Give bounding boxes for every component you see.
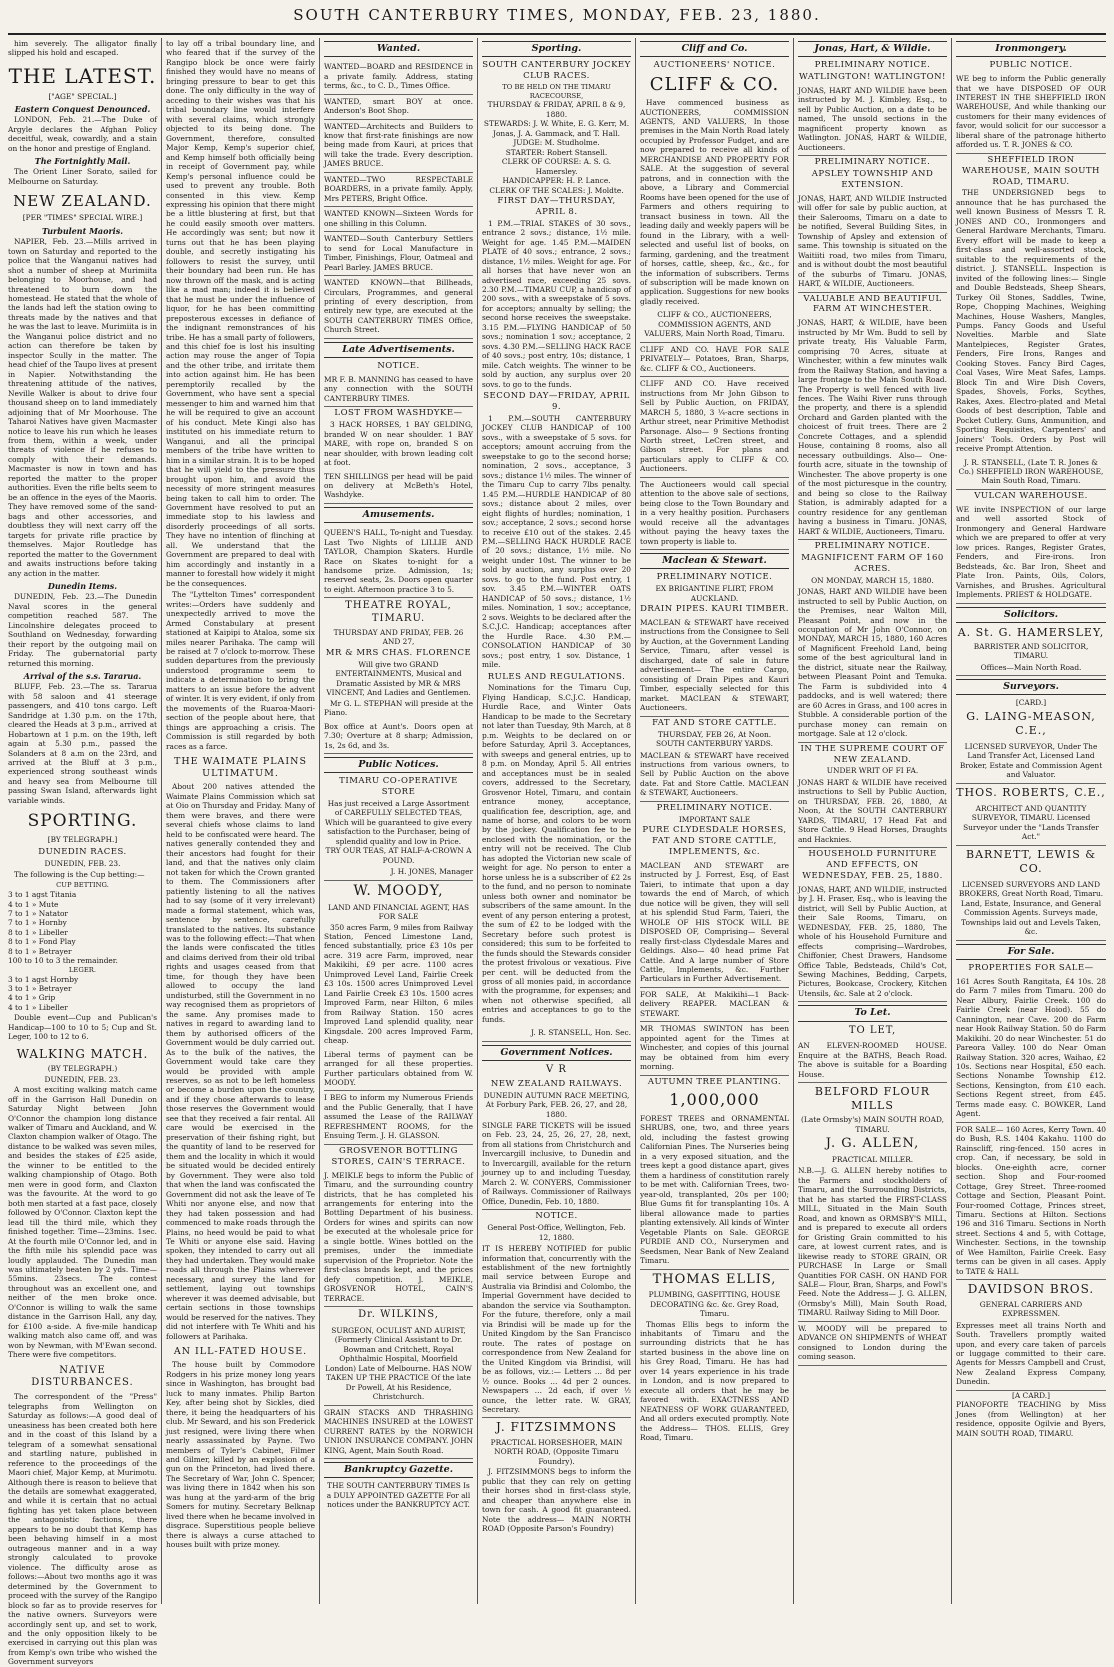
lead-text: him severely. The alligator finally slipped his hold and escaped. [8, 39, 157, 58]
magnificent-date: ON MONDAY, MARCH 15, 1880. [811, 575, 934, 585]
nz-heading: NEW ZEALAND. [13, 192, 152, 211]
ad-wanted-7: WANTED KNOWN—that Billheads, Circulars, Programmes, and general printing of every description, from entirely new type, are executed at the SOUTH CANTERBURY TIMES Office, Church Street. [324, 276, 473, 339]
column-7 [952, 38, 1110, 1604]
section-government: Government Notices. [482, 1045, 631, 1061]
rail-vr: V R [546, 1063, 567, 1075]
sheffield-text: THE UNDERSIGNED begs to announce that he has purchased the well known Business of Messrs T. R. JONES AND CO., Ironmongers and General Hardware Merchants, Timaru. Every effort will be made to keep a first-class and well-assorted stock, suitable to the requirements of the district. J. STANSELL. Inspection is invited of the following lines:— Single and Double Bedsteads, Sheep Shears, Turkey Oil Stones, Saddles, Twine, Rope, Chopping Machines, Weighing Machines, House Washers, Mangles, Pumps. Fancy Goods and Useful Novelties. Marble and Slate Mantelpieces, Register Grates, Fenders, Fire Irons, Ranges and Cooking Stoves. Fancy Bird Cages, Coal Vases, Wire Meat Safes, Lamps. Block Tin and Wire Dish Covers, Spades, Shovels, Forks, Scythes, Rakes, Axes. Electro-plated and Metal Goods of best description, Table and Pocket Cutlery. Guns, Ammunition, and Sporting Requisites, Carpenters' and Joiners' Tools. Orders by Post will receive Prompt Attention. [956, 188, 1106, 454]
masthead-rule [8, 33, 1106, 35]
section-sporting: Sporting. [482, 41, 631, 57]
fat-heading: FAT AND STORE CATTLE. [652, 717, 777, 728]
house-text: The house built by Commodore Rodgers in his prize money long years since in Washington, has brought bad luck to many inmates. Philip Barton Key, after being shot by Sickles, died there, it being the headquarters of his club. Mr Seward, and his son Frederick just resigned, were living there when nearly assassinated by Payne. Two members of Tyler's Cabinet, Filmer and Gilmer, killed by an explosion of a gun on the Princeton, had lived there. The Secretary of War, John C. Spencer, was living there in 1842 when his son was hung at the yard-arm of the brig Somers for mutiny. Secretary Belknap lived there when he became involved in disgrace. Superstitious people believe there is always a curse attached to houses built with prize money. [166, 1360, 316, 1550]
lyttelton-text: The "Lyttelton Times" correspondent writes:—Orders have suddenly and unexpectedly arrived to move the Armed Constabulary at present stationed at Kaipipi to Ataloa, some six miles nearer Parihaka. The camp will be raised at 7 o'clock to-morrow. These sudden departures from the previously understood programme seem to indicate a determination to bring the matters to an issue before the advent of winter. It is very evident, if only from the movements of the Ruaroa-Maori-section of the people about here, that things are approaching a crisis. The Commission is still regarded by both races as a farce. [166, 590, 315, 751]
section-bankruptcy: Bankruptcy Gazette. [324, 1462, 473, 1478]
moody-text: 350 acres Farm, 9 miles from Railway Station, Fenced Limestone Land, fenced substantially, price £3 10s per acre. 319 acre Farm, improved, near Makikihi, £9 per acre. 1100 acres Unimproved Level Land, Fairlie Creek £3 10s. 1500 acres Unimproved Level Land Fairlie Creek £3 10s. 1500 acres Improved Farm, near Hilton, 6 miles from Railway Station. 150 acres Improved Land splendid quality, near Kingsdale. 200 acres Improved Farm, cheap. [324, 922, 473, 1046]
ad-wanted-1: WANTED—BOARD and RESIDENCE in a private family. Address, stating terms, &c., to C. D., Times Office. [324, 60, 473, 94]
gpo-dateline: General Post-Office, Wellington, Feb. 12, 1880. [487, 1223, 626, 1242]
maoris-heading: Turbulent Maoris. [41, 225, 123, 236]
ad-wanted-2: WANTED, smart BOY at once. Anderson's Boot Shop. [324, 95, 473, 120]
ellis-subheading: PLUMBING, GASFITTING, HOUSE DECORATING &c. &c. Grey Road, Timaru. [648, 1290, 781, 1319]
column-1 [4, 38, 162, 1667]
sporting-subheading: [BY TELEGRAPH.] [47, 835, 118, 845]
fitz-heading: J. FITZSIMMONS [495, 1420, 617, 1435]
farm-text: JONAS, HART, & WILDIE, have been instructed by Mr Wm. Budd to sell by private treaty, His Valuable Farm, comprising 70 Acres, situate at Winchester, within a few minutes walk from the Railway Station, and having a large frontage to the Main South Road. The Property is well fenced with live fences. The Waihi River runs through the property, and there is a splendid Orchard and Garden planted with the choicest of fruit trees. There are 2 Concrete Cottages, and a splendid House, containing 8 rooms, also all necessary outbuildings. Also— One-fourth acre, situate in the township of Winchester. The above property is one of the most picturesque in the country, and being so close to the Railway Station, is admirably adapted for a country residence for any gentleman having a business in Timaru. JONAS, HART & WILDIE, Auctioneers, Timaru. [798, 316, 947, 540]
section-late-ads: Late Advertisements. [324, 342, 473, 358]
coop-text: Has just received a Large Assortment of CAREFULLY SELECTED TEAS, Which will be guaranteed to give every satisfaction to the Purchaser, being of splendid quality and low in Price. [325, 798, 472, 846]
mail-heading: The Fortnightly Mail. [34, 156, 131, 167]
theatre-dates: THURSDAY AND FRIDAY, FEB. 26 AND 27, [333, 627, 464, 647]
card-label-2: [A CARD.] [1011, 1390, 1051, 1400]
allen-text: N.B.—J. G. ALLEN hereby notifies to the Farmers and stockholders of Timaru, and the Surrounding Districts, that he has started the FIRST-CLASS MILL, Situated in the Main South Road, and known as ORMSBY'S MILL, and is prepared to execute all orders for Gristing Grain committed to his care, at lowest current rates, and is likewise ready to STORE GRAIN, OR PURCHASE In Large or Small Quantities FOR CASH. ON HAND FOR SALE— Flour, Bran, Sharps, and Fowl's Feed. Note the Address— J. G. ALLEN, (Ormsby's Mill), Main South Road, TIMARU. Railway Siding to Mill Door. [798, 1164, 947, 1322]
list-item: 3 to 1 agst Hornby [8, 974, 79, 984]
cup-betting-list [8, 890, 157, 966]
ad-grain: GRAIN STACKS AND THRASHING MACHINES INSURED at the LOWEST CURRENT RATES by the NORWICH UNION INSURANCE COMPANY. JOHN KING, Agent, Main South Road. [324, 1406, 473, 1459]
laing-text: LICENSED SURVEYOR, Under The Land Transfer Act, Licensed Land Broker, Estate and Commission Agent and Valuator. [956, 740, 1106, 784]
list-item: 7 to 1 » Hornby [8, 918, 67, 928]
rules-signature: J. R. STANSELL, Hon. Sec. [482, 1026, 631, 1041]
section-amusements: Amusements. [324, 507, 473, 523]
laing-heading: G. LAING-MEASON, C.E., [966, 709, 1096, 737]
club-starter: STARTER: Robert Stansell. [505, 147, 608, 157]
section-for-sale: For Sale. [956, 944, 1106, 960]
wilkins-heading: Dr. WILKINS, [358, 1309, 439, 1321]
ad-moody-wheat: W. MOODY will be prepared to ADVANCE ON SHIPMENTS of WHEAT consigned to London during the coming season. [798, 1322, 947, 1366]
wilkins-text: SURGEON, OCULIST AND AURIST, (Formerly Clinical Assistant to Dr. Bowman and Critchett, Royal Ophthalmic Hospital, Moorfield London) Late of Melbourne. HAS NOW TAKEN UP THE PRACTICE Of the late Dr Powell, At his Residence, Christchurch. [324, 1324, 473, 1406]
house-heading: AN ILL-FATED HOUSE. [173, 1346, 308, 1358]
ad-for-sale-2: FOR SALE— 160 Acres, Kerry Town. 40 do Bush, R.S. 1404 Kakahu. 1100 do Rainscliff, ring-fenced. 150 acres in crop. Can, if necessary, be sold in blocks. One-eighth acre, corner section. Shop and Four-roomed Cottage, Grey Street. Three-roomed Cottage and Section, Pleasant Point. Four-roomed Cottage, Princes street, Timaru. Sections at Hilton. Sections 196 and 316 Timaru. Sections in North street. Sections 4 and 5, with Cottage, Winchester. Sections, in the township of Wee Hamilton, Fairlie Creek. Easy terms can be given in all cases. Apply to TATE & HALL [956, 1123, 1106, 1281]
gpo-notice-heading: NOTICE. [535, 1211, 578, 1222]
grosvenor-heading: GROSVENOR BOTTLING STORES, CAIN'S TERRACE. [331, 1145, 466, 1167]
trees-heading: AUTUMN TREE PLANTING. [647, 1076, 782, 1087]
writ-heading: UNDER WRIT OF FI FA. [826, 766, 919, 776]
ad-wanted-6: WANTED—South Canterbury Settlers to send for Local Manufacture in Timber, Finishings, Flour, Oatmeal and Pearl Barley. JAMES BRUCE. [324, 232, 473, 276]
club-clerk-scales: CLERK OF THE SCALES: J. Moldte. [489, 185, 624, 195]
watlington-text: JONAS, HART AND WILDIE have been instructed by M. J. Kimbley, Esq., to sell by Public Auction, on a date to be named, The unsold sections in the magnificent property known as Watlington. JONAS, HART & WILDIE, Auctioneers. [798, 84, 947, 156]
fat-yards: SOUTH CANTERBURY YARDS. [656, 739, 773, 749]
cliff-title: AUCTIONEERS' NOTICE. [653, 60, 776, 71]
important-sale: IMPORTANT SALE [678, 814, 751, 824]
first-day-races: 1 P.M.—TRIAL STAKES of 30 sovs., entrance 2 sovs.; distance, 1½ mile. Weight for age. 1.45 P.M.—MAIDEN PLATE of 40 sovs.; entrance, 2 sovs.; distance, 1½ miles. Weight for age. For all horses that have never won an advertised race, exceeding 25 sovs. 2.30 P.M.—TIMARU CUP, a handicap of 200 sovs., with a sweepstake of 5 sovs. for acceptors; annualty by selling; the second horse receives the sweepstake. 3.15 P.M.—FLYING HANDICAP of 50 sovs.; nomination 1 sov.; acceptance, 2 sovs. 4.30 P.M.—SELLING HACK RACE of 40 sovs.; post entry, 10s; distance, 1 mile. Catch weights. The winner to be sold by auction, any surplus over 20 sovs. to go to the funds. [482, 218, 631, 389]
club-heading: SOUTH CANTERBURY JOCKEY CLUB RACES. [482, 60, 631, 82]
fitz-text: J. FITZSIMMONS begs to inform the public that they can rely on getting their horses shod in first-class style, and cheaper than anywhere else in town for cash. A good fit guaranteed. Note the address— MAIN NORTH ROAD (Opposite Parson's Foundry) [482, 1467, 631, 1534]
nz-subheading: [PER "TIMES" SPECIAL WIRE.] [22, 213, 143, 223]
walking-text: A most exciting walking match came off in the Garrison Hall Dunedin on Saturday Night between John O'Connor the champion long distance walker of Timaru and Auckland, and W. Claxton champion walker of Otago. The distance to be walked was seven miles, and besides the stakes of £25 aside, the winner to be entitled to the walking championship of Otago. Both men were in good form, and Claxton was the favourite. At the word to go both men started at a fast pace, closely followed by O'Connor. Claxton kept the lead till the third mile, which they finished together. Time—23mins. 1sec. At the fourth mile O'Connor led, and in the fifth mile his splendid pace was loudly applauded. The Dunedin man was ultimately beaten by 2 yds. Time—55mins. 23secs. The contest throughout was an excellent one, and neither of the men broke once. O'Connor is willing to walk the same distance in the Garrison Hall, any day, for £100 a-side. A five-mile handicap walking match also came off, and was won by Newman, with M'Ewan second. There were five competitors. [8, 1085, 157, 1360]
fat-date: THURSDAY, FEB 26, At Noon. [657, 729, 772, 739]
club-handicapper: HANDICAPPER: H. P. Lance. [502, 176, 611, 186]
allen-subheading: PRACTICAL MILLER. [831, 1154, 914, 1164]
coop-heading: TIMARU CO-OPERATIVE STORE [339, 776, 458, 798]
mail-text: The Orient Liner Sorato, sailed for Melbourne on Saturday. [8, 167, 157, 186]
walking-date: DUNEDIN, FEB. 23. [44, 1074, 121, 1084]
eastern-heading: Eastern Conquest Denounced. [14, 104, 151, 114]
coop-signature: J. H. JONES, Manager [324, 865, 473, 880]
theatre-performers: MR & MRS CHAS. FLORENCE [325, 647, 472, 658]
ellis-heading: THOMAS ELLIS, [652, 1271, 777, 1287]
latest-heading: THE LATEST. [8, 63, 157, 88]
notice-heading: NOTICE. [377, 361, 420, 372]
leger-betting-list [8, 975, 157, 1013]
court-heading: IN THE SUPREME COURT OF NEW ZEALAND. [800, 743, 945, 765]
maclean-text: MACLEAN & STEWART have received instructions from the Consignee to Sell by Auction, at the Government Landing Service, Timaru, after vessel is discharged, date of sale in future advertisement— The entire Cargo, consisting of Drain Pipes and Kauri Timber, especially selected for this market. MACLEAN & STEWART, Auctioneers. [640, 616, 789, 717]
club-subheading: TO BE HELD ON THE TIMARU RACECOURSE, [502, 82, 611, 100]
ad-manning: MR F. B. MANNING has ceased to have any connection with the SOUTH CANTERBURY TIMES. [324, 373, 473, 407]
maoris-text: NAPIER, Feb. 23.—Mills arrived in town on Saturday and reported to the police that the Wanganui natives had shot a number of sheep at Murimiita belonging to Moorhouse, and had threatened to burn down the homestead. He stated that the whole of the lands had left the station owing to threats made by the natives and that he was the last to leave. Murimiita is in the Wanganui police district and no action can therefore be taken by inspector Scully in the matter. The head chief of the Taupo lives at present in Napier. Notwithstanding the threatening attitude of the natives, Neville Walker is about to drive four thousand sheep on to land immediately adjoining that of Mr Moorhouse. The Taharoi Natives have given Macmaster notice to leave his run which he leases from them, within a week, under threats of violence if he refuses to comply with their demands. Macmaster is now in town and has reported the matter to the proper authorities. Even the rifle belts seem to be an offence in the eyes of the Maoris. They have removed some of the sand-bags and other accessories, and doubtless they will next carry off the targets for private rifle practice by themselves. Major Routledge has reported the matter to the Government and awaits instructions before taking any action in the matter. [8, 237, 157, 578]
trees-big: 1,000,000 [669, 1089, 760, 1109]
section-ironmongery: Ironmongery. [956, 41, 1106, 57]
theatre-text: Will give two GRAND ENTERTAINMENTS, Musical and Dramatic Assisted by MR & MRS VINCENT, And Ladies and Gentlemen. [326, 659, 471, 698]
ad-meikle: J. MEIKLE begs to inform the Public of Timaru, and the surrounding country districts, that he has completed his arrangements for entering into the Bottling Department of his business. Orders for wines and spirits can now be executed at the wholesale price for a single bottle. Wines bottled on the premises, under the immediate supervision of the Proprietor. Note the first-class brands kept, and the prices defy competition. J. MEIKLE, GROSVENOR HOTEL, CAIN'S TERRACE. [324, 1169, 473, 1308]
piano-text: PIANOFORTE TEACHING by Miss Jones (from Wellington) at her residence, opposite Ogilvie and Byers, MAIN SOUTH ROAD, TIMARU. [956, 1400, 1106, 1438]
rules-text: Nominations for the Timaru Cup, Flying Handicap, S.C.J.C. Handicap, Hurdle Race, and Winter Oats Handicap to be made to the Secretary not later than Tuesday, 9th March, at 8 p.m. Weights to be declared on or before Saturday, April 3. Acceptances, with sweeps and general entries, up to 8 p.m. on Monday, April 5. All entries and acceptances must be in sealed covers, addressed to the Secretary, Grosvenor Hotel, Timaru, and contain entrance money, acceptance, qualification fee, description, age, and name of horse, and colors to be worn by the jockey. Qualification fee to be enclosed with the nomination, or the entry will not be received. The Club has adopted the Victorian new scale of weight for age. No person to enter a horse unless he is a subscriber of £2 2s to the fund, and no person to nominate unless both owner and nominator be subscribers of the same amount. In the event of any person entering a protest, the sum of £2 to be lodged with the Secretary before such protest is considered; this sum to be forfeited to the funds should the Stewards consider the protest frivolous or vexatious. Five per cent. will be deducted from the gross of all monies paid, in accordance with the programme, for expenses; and when not otherwise specified, all entries and acceptances to go to the funds. [482, 683, 631, 1024]
list-item: 8 to 1 » Betrayer [8, 946, 72, 956]
cliff-note: The Auctioneers would call special attention to the above sale of sections, being close to the Town Boundary and in a very healthy position. Purchasers would receive all the advantages without paying the heavy taxes the town property is liable to. [640, 478, 789, 550]
railways-meeting: DUNEDIN AUTUMN RACE MEETING, At Forbury Park, FEB. 26, 27, and 28, 1880. [483, 1090, 630, 1119]
list-item: 100 to 10 to 3 the remainder. [8, 956, 118, 966]
double-event: Double event—Cup and Publican's Handicap—100 to 10 to 5; Cup and St. Leger, 100 to 12 to 6. [8, 1013, 157, 1042]
watlington-heading: WATLINGTON! WATLINGTON! [799, 72, 946, 83]
davidson-subheading: GENERAL CARRIERS AND EXPRESSMEN. [979, 1299, 1083, 1319]
cliff-big: CLIFF & CO. [649, 74, 780, 96]
cliff-text: Have commenced business as AUCTIONEERS, COMMISSION AGENTS, AND VALUERS, In those premises in the Main North Road lately occupied by Professor Fudget, and are now prepared to receive all kinds of MERCHANDISE AND PROPERTY FOR SALE. At the suggestion of several patrons, and in connection with the above, a Library and Commercial Rooms have been opened for the use of Farmers and others requiring to transact business in town. All the leading daily and weekly papers will be found in the Library, with a well-selected and useful list of books, on farming, gardening, and the treatment of horses, cattle, sheep, &c., &c., for the information of subscribers. Terms of subscription will be made known on application. Suggestions for new books gladly received. [640, 98, 789, 306]
railways-tickets: SINGLE FARE TICKETS will be issued on Feb. 23, 24, 25, 26, 27, 28, next, from all stations from Christchurch and Invercargill inclusive, to Dunedin and to Invercargill, available for the return journey up to and including Tuesday, March 2. W. CONYERS, Commissioner of Railways. Commissioner of Railways Office, Dunedin, Feb. 10, 1880. [482, 1119, 631, 1210]
waimate-heading: THE WAIMATE PLAINS ULTIMATUM. [174, 756, 307, 780]
list-item: 8 to 1 » Fond Play [8, 937, 76, 947]
davidson-heading: DAVIDSON BROS. [967, 1282, 1095, 1297]
column-3 [320, 38, 478, 1604]
theatre-heading: THEATRE ROYAL, TIMARU. [345, 600, 452, 625]
native-text: The correspondent of the "Press" telegraphs from Wellington on Saturday as follows:—A good deal of uneasiness has been created both here and in the coast of this Island by a telegram of a somewhat sensational and startling nature, published in reference to the proceedings of the Maori chief, Major Kemp, at Murimotu. Although there is reason to believe that the details are somewhat exaggerated, and while it is certain that no actual fighting has yet taken place between the antagonistic factions, there appears to be no doubt that Kemp has been behaving himself in a most outrageous manner and in a way strongly calculated to provoke violence. The difficulty arose as follows:—About two months ago it was determined by the Government to proceed with the survey of the Rangipo block so far as to provide reserves for the native owners. Surveyors were accordingly sent up, and set to work, and the only opposition likely to be exercised in carrying out this plan was from Kemp's own tribe who wished the Government surveyors [8, 1392, 157, 1667]
list-item: 3 to 1 agst Titania [8, 890, 77, 900]
list-item: 4 to 1 » Mute [8, 899, 59, 909]
magnificent-heading: MAGNIFICENT FARM OF 160 ACRES. [801, 552, 944, 574]
davidson-text: Expresses meet all trains North and South. Travellers promptly waited upon, and every care taken of parcels or luggage committed to their care. Agents for Messrs Campbell and Crust, New Zealand Express Company, Dunedin. [956, 1319, 1106, 1391]
household-heading: HOUSEHOLD FURNITURE AND EFFECTS, ON WEDNESDAY, FEB. 25, 1880. [802, 849, 943, 881]
roberts-text: ARCHITECT AND QUANTITY SURVEYOR, TIMARU. Licensed Surveyor under the "Lands Transfer Act." [956, 802, 1106, 846]
club-clerk: CLERK OF COURSE: A. S. G. Hamersley. [501, 157, 612, 176]
ellis-text: Thomas Ellis begs to inform the inhabitants of Timaru and the surrounding districts that he has started business in the above line on his Grey Road, Timaru. He has had over 14 years experience in his trade in London, and is now prepared to execute all orders that he may be favored with. EXACTNESS AND NEATNESS OF WORK GUARANTEED, And all orders executed promptly. Note the Address— THOS. ELLIS, Grey Road, Timaru. [640, 1319, 789, 1443]
moody-subheading: LAND AND FINANCIAL AGENT, HAS FOR SALE [327, 902, 470, 922]
gpo-text: IT IS HEREBY NOTIFIED for public information that, concurrently with the establishment of the new fortnightly mail service between Europe and Australia via Brindisi and Colombo, the Imperial Government have decided to abandon the service via Southampton. For the future, therefore, only a mail via Brindisi will be made up for the United Kingdom by the San Francisco route. The rates of postage on correspondence from New Zealand for the United Kingdom via Brindisi, will be as follows, viz.:— Letters … 8d per ½ ounce. Books … 4d per 2 ounces. Newspapers … 2d each, if over ½ ounce, the letter rate. W. GRAY, Secretary. [482, 1242, 631, 1418]
first-day-heading: FIRST DAY—THURSDAY, APRIL 8. [497, 195, 616, 217]
farm-heading: VALUABLE AND BEAUTIFUL FARM AT WINCHESTER. [803, 293, 942, 315]
cliff-signature: CLIFF & CO., AUCTIONEERS, COMMISSION AGENTS, AND VALUERS, Main North Road, Timaru. [640, 308, 789, 342]
iron-text: WE beg to inform the Public generally that we have DISPOSED OF OUR INTEREST IN THE SHEFFIELD IRON WAREHOUSE, And while thanking our customers for their many evidences of favor, would solicit for our successor a liberal share of the patronage hitherto afforded us. T. R. JONES & CO. [956, 72, 1106, 154]
section-maclean: Maclean & Stewart. [640, 553, 789, 569]
section-solicitors: Solicitors. [956, 607, 1106, 623]
dunedin-heading: Dunedin Items. [47, 581, 118, 592]
properties-heading: PROPERTIES FOR SALE— [968, 962, 1094, 973]
club-stewards: STEWARDS: J. W. White, E. G. Kerr, M. Jonas, J. A. Gammack, and T. Hall. [483, 119, 630, 138]
ad-swinton: MR THOMAS SWINTON has been appointed agent for the Times at Winchester, and copies of this journal may be obtained from him every morning. [640, 1022, 789, 1075]
section-jonas: Jonas, Hart, & Wildie. [798, 41, 947, 57]
public-notice-heading: PUBLIC NOTICE. [989, 60, 1073, 71]
section-cliff: Cliff and Co. [640, 41, 789, 57]
preliminary-3: PRELIMINARY NOTICE. [814, 541, 931, 552]
sporting-heading: SPORTING. [27, 811, 138, 832]
card-label: [CARD.] [1015, 698, 1047, 708]
continued-text: to lay off a tribal boundary line, and who feared that if the survey of the Rangipo block be once were fairly finished they would have no means of bringing pressure to bear to get this done. The only difficulty in the way of acceding to their wishes was that his tribal boundary line would interfere with several claims, which strongly objected to its being done. The Government, therefore, consulted Major Kemp, Kemp's superior chief, and Kemp himself both officially being in receipt of Government pay, while Kemp's personal influence could be used to prevent any trouble. Both consented in this view. Kemp expressing his opinion that there might be a little blustering at first, but that he could easily smooth over matters. He accordingly was sent; but now it turns out that he has been playing double, and secretly instigating his followers to resist the survey, until their boundary had been run. He has now thrown off the mask, and is acting like a mad man; indeed it is believed that he must be under the influence of liquor, for he has been committing preposterous excesses in defiance of the indignant remonstrances of his tribe. He has a small party of followers, and this chief foe is lost his insulting action may rouse the anger of Topia and the other tribe, and irritate them into action against him. He has been peremptorily recalled by the Government, who have sent a special messenger to him and warned him that he will be required to give an account of his conduct. Mete Kingi also has instituted on his immediate return to Wanganui, and all the principal members of the tribe have written to him in a similar strain. It is to be hoped that he will yield to the pressure thus brought upon him, and avoid the necessity of more stringent measures being taken to call him to order. The Government have resolved to put an immediate stop to his lawless and disorderly proceedings of all sorts. They have no intention of flinching at all. We understand that the Government are prepared to deal with him accordingly and instantly in a manner to forestall how widely it might be the consequences. [166, 39, 315, 588]
lost-text: 3 HACK HORSES, 1 BAY GELDING, branded W on near shoulder. 1 BAY MARE, with rope on, branded S on near shoulder, with brown leading colt at foot. [324, 420, 473, 468]
ad-wanted-5: WANTED KNOWN—Sixteen Words for one shilling in this Column. [324, 207, 473, 232]
lost-reward: TEN SHILLINGS per head will be paid on delivery at McBeth's Hotel, Washdyke. [324, 470, 473, 504]
vulcan-text: WE invite INSPECTION of our large and well assorted Stock of Ironmongery and General Hardware which we are prepared to offer at very low prices. Ranges, Register Grates, Fenders, and Fire-irons. Iron Bedsteads, &c. Bar Iron, Sheet and Plate Iron. Paints, Oils, Colors, Varnishes, and Brushes. Agricultural Implements. PRIEST & HOLDGATE. [956, 503, 1106, 604]
to-let-text: AN ELEVEN-ROOMED HOUSE. Enquire at the BATHS, Beach Road. The above is suitable for a Boarding House. [798, 1039, 947, 1083]
tararua-heading: Arrival of the s.s. Tararua. [23, 671, 142, 682]
ad-cliff-auction: CLIFF AND CO. Have received instructions from Mr John Gibson to Sell by Public Auction, on FRIDAY, MARCH 5, 1880, 3 ¼-acre sections in Arthur street, near Primitive Methodist Parsonage. Also— 9 Sections fronting North street, LeCren street, and Gibson street. For plans and particulars apply to CLIFF & CO. Auctioneers. [640, 377, 789, 478]
to-let-heading: TO LET, [848, 1024, 897, 1036]
eastern-text: LONDON, Feb. 21.—The Duke of Argyle declares the Afghan Policy deceitful, weak, cowardly, and a stain on the honor and prestige of England. [8, 115, 157, 153]
hamersley-heading: A. St. G. HAMERSLEY, [957, 625, 1105, 639]
properties-text: 161 Acres South Rangitata, £4 10s. 28 do Farm 7 miles from Timaru. 200 do Near Albury, Fairlie Creek. 100 do Fairlie Creek (near Hoiod). 55 do Cannington, near Cave. 200 do Farm near Hook Railway Station. 50 do Farm Makikihi. 20 do near Winchester. 51 do Pareora Valley. 100 do Near Oman Railway Station. 320 acres, Waihao, £2 10s. Sections near Hospital, £50 each. Sections Nonambe Township £12. Sections, Kensington, from £10 each. Sections Regent street, from £45. Terms made easy. C. BOWKER, Land Agent. [956, 975, 1106, 1123]
ad-queens-hall: QUEEN'S HALL, To-night and Tuesday. Last Two Nights of LILLIE AND TAYLOR, Champion Skaters. Hurdle Race on Skates to-night for a handsome prize. Admission, 1s; reserved seats, 2s. Doors open quarter to eight. Afternoon practice 3 to 5. [324, 526, 473, 598]
races-intro: The following is the Cup betting:— [14, 869, 145, 879]
maclean-drain: DRAIN PIPES. KAURI TIMBER. [640, 604, 789, 615]
section-public-notices: Public Notices. [324, 757, 473, 773]
club-dates: THURSDAY & FRIDAY, APRIL 8 & 9, 1880. [487, 100, 626, 119]
moody-terms: Liberal terms of payment can be arranged for all these properties. Further particulars obtained from W. MOODY. [324, 1048, 473, 1092]
fitz-subheading: PRACTICAL HORSESHOER, MAIN NORTH ROAD, (Opposite Timaru Foundry). [490, 1437, 623, 1466]
list-item: 3 to 1 » Betrayer [8, 983, 72, 993]
belford-heading: BELFORD FLOUR MILLS [814, 1085, 931, 1113]
lost-heading: LOST FROM WASHDYKE— [334, 408, 463, 419]
tararua-text: BLUFF, Feb. 23.—The ss. Tararua with 58 saloon and 41 steerage passengers, and 410 tons cargo. Left Sandridge at 1.30 p.m. on the 17th, cleared the Heads at 3 p.m., arrived at Hobartown at 1 p.m. on the 19th, left again at 5.30 p.m., passed the Solanders at 8 a.m on the 23rd, and arrived at the Bluff at 3 p.m., experienced strong southeast winds and heavy sea from Melbourne till passing Swan Island, afterwards light variable winds. [8, 682, 157, 805]
vulcan-heading: VULCAN WAREHOUSE. [974, 490, 1088, 501]
cup-label: CUP BETTING. [56, 881, 109, 890]
barnett-text: LICENSED SURVEYORS AND LAND BROKERS, Great North Road, Timaru. Land, Estate, Insurance, and General Commission Agents. Surveys made, Townships laid out and Levels Taken, &c. [956, 878, 1106, 941]
apsley-heading: APSLEY TOWNSHIP AND EXTENSION. [811, 169, 934, 190]
columns [4, 38, 1110, 1667]
ad-glasson: I BEG to inform my Numerous Friends and the Public Generally, that I have assumed the Lease of the RAILWAY REFRESHMENT ROOMS, for the Ensuing Term. J. H. GLASSON. [324, 1091, 473, 1144]
column-6 [794, 38, 952, 1604]
maclean-preliminary: PRELIMINARY NOTICE. [656, 572, 773, 583]
coop-try: TRY OUR TEAS, AT HALF-A-CROWN A POUND. [325, 846, 472, 865]
dunedin-text: DUNEDIN, Feb. 23.—The Dunedin Naval scores in the general competition reached 587. The Lincolnshire delegates proceed to Southland on Wednesday, forwarding their report by the outgoing mail on Friday. The gubernatorial party returned this morning. [8, 592, 157, 668]
club-judge: JUDGE: M. Studholme. [513, 138, 600, 148]
list-item: 4 to 1 » Libeller [8, 1002, 68, 1012]
preliminary-2: PRELIMINARY NOTICE. [814, 157, 931, 168]
walking-subheading: (BY TELEGRAPH.) [47, 1064, 118, 1074]
latest-subheading: ["AGE" SPECIAL.] [48, 91, 117, 101]
sheffield-heading: SHEFFIELD IRON WAREHOUSE, MAIN SOUTH ROAD, TIMARU. [962, 154, 1100, 187]
fat-text: MACLEAN & STEWART have received instructions from various owners, to Sell by Public Auction on the above date. Fat and Store Cattle. MACLEAN & STEWART, Auctioneers. [640, 749, 789, 802]
column-2 [162, 38, 320, 1604]
clydes-heading: PURE CLYDESDALE HORSES, FAT AND STORE CATTLE, IMPLEMENTS, &c. [642, 825, 787, 857]
ad-reaper: FOR SALE, At Makikihi—1 Back-delivery REAPER. MACLEAN & STEWART. [640, 988, 789, 1022]
races-heading: DUNEDIN RACES. [38, 846, 127, 857]
list-item: 8 to 1 » Libeller [8, 927, 68, 937]
sheffield-signature: J. R. STANSELL, (Late T. R. Jones & Co.) SHEFFIELD IRON WAREHOUSE, Main South Road, Timaru. [956, 456, 1106, 490]
barnett-heading: BARNETT, LEWIS & CO. [965, 847, 1097, 875]
column-5 [636, 38, 794, 1604]
clydes-text: MACLEAN AND STEWART are instructed by J. Forrest, Esq, of East Taieri, to intimate that upon a day towards the end of March, of which due notice will be given, they will sell at his splendid Stud Farm, Taieri, the WHOLE OF HIS STOCK WILL BE DISPOSED OF, Comprising— Several really first-class Clydesdale Mares and Geldings. Also— 40 head prime Fat Cattle. And A large number of Store Cattle, Implements, &c. Further Particulars in Further Advertisement. [640, 859, 789, 988]
ad-cliff-sale: CLIFF AND CO. HAVE FOR SALE PRIVATELY— Potatoes, Bran, Sharps, &c. CLIFF & CO., Auctioneers. [640, 343, 789, 377]
masthead: SOUTH CANTERBURY TIMES, MONDAY, FEB. 23, 1880. [293, 6, 821, 24]
ad-wanted-4: WANTED—TWO RESPECTABLE BOARDERS, in a private family. Apply, Mrs PETERS, Bright Office. [324, 173, 473, 207]
column-4 [478, 38, 636, 1604]
magnificent-text: JONAS, HART AND WILDIE have been instructed to sell by Public Auction, on the Premises, near Walton Mill, Pleasant Point, and now in the occupation of Mr John O'Connor, on MONDAY, MARCH 15, 1880, 160 Acres of Magnificent Freehold Land, being some of the best agricultural land in the district, situate near the Railway, between Pleasant Point and Temuka. The Farm is subdivided into 4 paddocks, and is well watered; there are 60 Acres in Grass, and 100 acres in Stubble. A considerable portion of the purchase money can remain on mortgage. Sale at 12 o'clock. [798, 585, 947, 743]
maclean-brig: EX BRIGANTINE FLIRT, FROM AUCKLAND. [655, 584, 774, 603]
second-day-heading: SECOND DAY—FRIDAY, APRIL 9. [483, 391, 630, 413]
list-item: 4 to 1 » Grip [8, 993, 56, 1003]
section-wanted: Wanted. [324, 41, 473, 57]
apsley-text: JONAS, HART, AND WILDIE Instructed will offer for sale by public auction, at their Salerooms, Timaru on a date to be notified, Several Building Sites, in Township of Apsley and extension of same. This township is situated on the Waitiiti road, two miles from Timaru, and is without doubt the most beautiful of the suburbs of Timaru. JONAS, HART, & WILDIE, Auctioneers. [798, 192, 947, 293]
household-text: JONAS, HART, AND WILDIE, instructed by J. H. Fraser, Esq., who is leaving the district, will Sell by Public Auction, at their Sale Rooms, Timaru, on WEDNESDAY, FEB. 25, 1880, The whole of his Household Furniture and effects comprising—Wardrobes, Chiffonier, Chest Drawers, Handsome Office Table, Bedsteads, Child's Cot, Sewing Machines, Bedding, Carpets, Pictures, Bookcase, Crockery, Kitchen Utensils, &c. Sale at 2 o'clock. [798, 883, 947, 1003]
preliminary-1: PRELIMINARY NOTICE. [814, 60, 931, 71]
preliminary-2: PRELIMINARY NOTICE. [656, 802, 773, 813]
section-surveyors: Surveyors. [956, 679, 1106, 695]
allen-heading: J. G. ALLEN, [825, 1136, 920, 1152]
moody-heading: W. MOODY, [353, 882, 444, 899]
walking-heading: WALKING MATCH. [16, 1046, 149, 1061]
railways-heading: NEW ZEALAND RAILWAYS. [490, 1078, 623, 1089]
races-date: DUNEDIN, FEB. 23. [44, 859, 121, 869]
hamersley-office: Offices—Main North Road. [956, 661, 1106, 676]
section-to-let: To Let. [798, 1005, 947, 1021]
ad-wanted-3: WANTED—Architects and Builders to know that first-rate finishings are now being made from Kauri, at prices that will take the trade. Every description. JAMES BRUCE. [324, 120, 473, 173]
roberts-heading: THOS. ROBERTS, C.E., [956, 785, 1106, 799]
hamersley-subheading: BARRISTER AND SOLICITOR, TIMARU. [973, 641, 1089, 661]
list-item: 7 to 1 » Natator [8, 909, 68, 919]
belford-subheading: (Late Ormsby's) MAIN SOUTH ROAD, TIMARU. [801, 1115, 944, 1134]
trees-text: FOREST TREES and ORNAMENTAL SHRUBS, one, two, and three years old, including the fastest growing Californian Pines. The Nurseries being in a very exposed situation, and the trees kept a good distance apart, gives them a hardiness of constitution rarely to be met with. Californian Trees, two-year-old, transplanted, 20s per 100; Blue Gums fit for transplanting 10s. A liberal allowance made to parties planting extensively. All kinds of Winter Vegetable Plants on Sale. GEORGE PURDIE AND CO., Nurserymen and Seedsmen, Near Bank of New Zealand Timaru. [640, 1112, 789, 1270]
second-day-races: 1 P.M.—SOUTH CANTERBURY JOCKEY CLUB HANDICAP of 100 sovs., with a sweepstake of 5 sovs. for acceptors; amount accruing from the sweepstake to go to the second horse; nomination, 2 sovs., acceptance, 3 sovs.; distance 1½ miles. The winner of the Timaru Cup to carry 7lbs penalty. 1.45 P.M.—HURDLE HANDICAP of 80 sovs.; distance about 2 miles, over eight flights of hurdles; nomination, 1 sov.; acceptance, 2 sovs.; second horse to receive £10 out of the stakes. 2.45 P.M.—SELLING HACK HURDLE RACE of 20 sovs.; distance, 1½ mile. No weight under 10st. The winner to be sold by auction, any surplus over 20 sovs. to go to the fund. Post entry, 1 sov. 3.45 P.M.—WINTER OATS HANDICAP of 50 sovs.; distance, 1½ miles. Nomination, 1 sov.; acceptance, 2 sovs. Weights to be declared after the S.C.J.C. Handicap; acceptances after the Hurdle Race. 4.30 P.M.—CONSOLATION HANDICAP of 30 sovs.; post entry, 1 sov. Distance, 1 mile. [482, 413, 631, 670]
rules-heading: RULES AND REGULATIONS. [487, 671, 626, 682]
leger-label: LEGER. [68, 965, 97, 974]
waimate-text: About 200 natives attended the Waimate Plains Commission which sat at Oio on Thursday and Friday. Many of them were braves, and there were several chiefs whose claims to land held to be confiscated were heard. The natives generally contended they and their ancestors had fought for their land, and that the natives only claim not taken for which the Crown granted to them. The Commissioners after patiently listening to all the natives had to say (some of it very irrelevant) made a formal statement, which was, sentence by sentence, carefully translated to the natives. Its substance was to the following effect:—That when the lands were confiscated the titles and claims derived from their old tribal rights and usages ceased from that time, for though they have been allowed to occupy the land undisturbed, still the Government in no way recognised them as proprietors of the same. Any promises made to natives in regard to awarding land to them by authorised officers of the Government would be duly carried out. As to the bulk of the natives, the Government would take care they would be provided with ample reserves, so as not to be left homeless or become a burden upon the country, and if they chose afterwards to lease those reserves the Government would see that they received a fair rental. All care would be exercised in the preservation of their fishing right, but the quantity of land to be reserved for them and the locality in which it would be situated would be decided entirely by Government. They were also told that when the land was confiscated the Government did not ask the leave of Te Whiti nor anyone else, and now that they had taken possession and had commenced to make roads through the Plains, no heed would be paid to what Te Whiti or anyone else said. Having spoken, they intended to carry out all they had undertaken. They would make roads all through the Plains wherever necessary, and survey the land for settlement, laying out townships wherever it was deemed advisable, but certain sections in those townships would be reserved for the natives. They did not interfere with Te Whiti and his followers at Parihaka. [166, 782, 315, 1341]
bankruptcy-text: THE SOUTH CANTERBURY TIMES Is a DULY APPOINTED GAZETTE For all notices under the BANKRUPTCY ACT. [326, 1481, 471, 1510]
writ-text: JONAS HART & WILDIE have received instructions to Sell by Public Auction, on THURSDAY, FEB. 26, 1880, At Noon, At the SOUTH CANTERBURY YARDS, TIMARU, 17 Head Fat and Store Cattle. 9 Head Horses, Draughts and Hacknies. [798, 776, 947, 848]
theatre-pianist: Mr G. L. STEPHAN will preside at the Piano. [324, 698, 473, 718]
native-heading: NATIVE DISTURBANCES. [31, 1364, 134, 1389]
theatre-box: Box office at Aunt's. Doors open at 7.30; Overture at 8 sharp; Admission, 1s, 2s 6d, and 3s. [324, 720, 473, 754]
